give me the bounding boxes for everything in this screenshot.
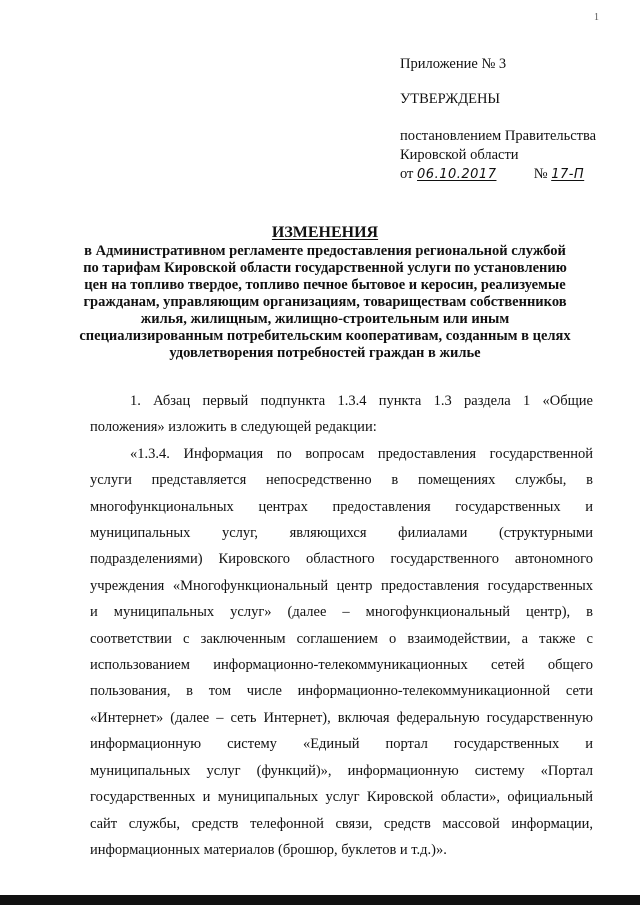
title-line: в Административном регламенте предоставления региональной службой xyxy=(84,243,566,259)
title-line: удовлетворения потребностей граждан в жилье xyxy=(169,345,481,361)
paragraph-line: информационных материалов (брошюр, буклетов и т.д.)». xyxy=(90,841,447,858)
paragraph-line: «1.3.4. Информация по вопросам предоставления государственной xyxy=(130,445,593,462)
approved-label: УТВЕРЖДЕНЫ xyxy=(400,91,501,107)
title-line: гражданам, управляющим организациям, товариществам собственников xyxy=(83,294,567,310)
number-prefix: № xyxy=(533,166,548,182)
scan-edge-bar xyxy=(0,895,640,905)
title-heading: ИЗМЕНЕНИЯ xyxy=(271,224,379,241)
paragraph-line: государственных и муниципальных услуг Кировской области», официальный xyxy=(90,789,593,806)
paragraph-line: информационную систему «Единый портал государственных и xyxy=(90,736,593,753)
paragraph-line: и муниципальных услуг» (далее – многофункциональный центр), в xyxy=(90,604,593,621)
paragraph-line: использованием информационно-телекоммуникационных сетей общего xyxy=(90,657,593,674)
paragraph-line: положения» изложить в следующей редакции: xyxy=(90,419,377,436)
document-body xyxy=(90,388,593,863)
date-number-row xyxy=(400,165,630,184)
paragraph-line: пользования, в том числе информационно-телекоммуникационной сети xyxy=(90,683,593,700)
paragraph-line: муниципальных услуг (функций)», информационную систему «Портал xyxy=(90,762,593,779)
paragraph-line: многофункциональных центрах предоставления государственных и xyxy=(90,498,593,515)
title-line: специализированным потребительским кооперативам, созданным в целях xyxy=(79,328,571,344)
paragraph-line: соответствии с заключенным соглашением о взаимодействии, а также с xyxy=(90,630,593,647)
date-prefix: от xyxy=(400,166,414,182)
paragraph-line: сайт службы, средств телефонной связи, средств массовой информации, xyxy=(90,815,593,832)
paragraph-line: муниципальных услуг, являющихся филиалами (структурными xyxy=(90,525,593,542)
title-line: жилья, жилищным, жилищно-строительным или иным xyxy=(140,311,510,327)
page-number: 1 xyxy=(594,12,599,23)
paragraph-1 xyxy=(90,388,593,441)
paragraph-line: услуги представляется непосредственно в помещениях службы, в xyxy=(90,472,593,489)
decree-line-1: постановлением Правительства xyxy=(400,128,597,144)
appendix-label: Приложение № 3 xyxy=(400,56,507,72)
approval-block xyxy=(400,55,630,184)
paragraph-line: 1. Абзац первый подпункта 1.3.4 пункта 1.3 раздела 1 «Общие xyxy=(130,393,593,409)
date-value: 06.10.2017 xyxy=(417,167,497,182)
document-title xyxy=(70,224,580,362)
paragraph-2 xyxy=(90,441,593,864)
title-line: цен на топливо твердое, топливо печное бытовое и керосин, реализуемые xyxy=(84,277,566,293)
paragraph-line: учреждения «Многофункциональный центр предоставления государственных xyxy=(90,577,593,594)
decree-line-2: Кировской области xyxy=(400,147,519,163)
paragraph-line: «Интернет» (далее – сеть Интернет), включая федеральную государственную xyxy=(90,709,593,726)
title-line: по тарифам Кировской области государственной услуги по установлению xyxy=(83,260,567,276)
number-value: 17-П xyxy=(551,167,585,182)
paragraph-line: подразделениями) Кировского областного государственного автономного xyxy=(90,551,593,568)
